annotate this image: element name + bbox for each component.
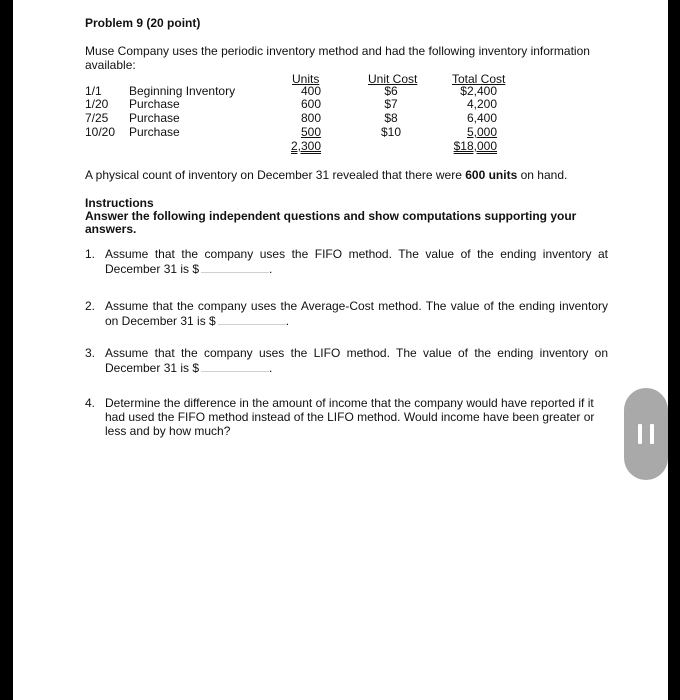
row-date: 1/20 bbox=[85, 97, 109, 111]
problem-title: Problem 9 (20 point) bbox=[85, 16, 201, 30]
count-units-bold: 600 units bbox=[465, 168, 518, 182]
physical-count-text bbox=[85, 168, 567, 182]
question-text: Assume that the company uses the Average-Cost method. The value of the ending inventory on December 31 is $ bbox=[105, 299, 608, 328]
answer-blank[interactable] bbox=[201, 360, 269, 372]
instructions-body: Answer the following independent questions and show computations supporting your answers. bbox=[85, 209, 577, 236]
row-units: 600 bbox=[300, 97, 321, 111]
question-4: Determine the difference in the amount of income that the company would have reported if it had used the FIFO method instead of the LIFO method. Would income have been greater or less and by how much? bbox=[105, 396, 595, 438]
row-date: 10/20 bbox=[85, 125, 116, 139]
drag-handle-icon bbox=[638, 424, 642, 444]
row-unit-cost: $8 bbox=[384, 111, 398, 125]
row-date: 7/25 bbox=[85, 111, 109, 125]
question-1: Assume that the company uses the FIFO method. The value of the ending inventory at December 31 is $ . bbox=[105, 247, 608, 276]
row-total-cost: 6,400 bbox=[466, 111, 497, 125]
total-units: 2,300 bbox=[290, 139, 321, 153]
row-description: Purchase bbox=[129, 125, 180, 139]
row-total-cost: 5,000 bbox=[466, 125, 497, 139]
question-2: Assume that the company uses the Average-Cost method. The value of the ending inventory on December 31 is $ . bbox=[105, 299, 608, 328]
row-date: 1/1 bbox=[85, 84, 102, 98]
header-unit-cost: Unit Cost bbox=[368, 72, 418, 86]
header-total-cost: Total Cost bbox=[452, 72, 506, 86]
row-description: Beginning Inventory bbox=[129, 84, 236, 98]
row-units: 800 bbox=[300, 111, 321, 125]
instructions-heading: Instructions bbox=[85, 196, 154, 210]
answer-blank[interactable] bbox=[201, 261, 269, 273]
row-unit-cost: $7 bbox=[384, 97, 398, 111]
question-number: 3. bbox=[85, 346, 96, 360]
header-units: Units bbox=[292, 72, 320, 86]
scroll-handle[interactable] bbox=[624, 388, 668, 480]
row-description: Purchase bbox=[129, 97, 180, 111]
count-text-after: on hand. bbox=[520, 168, 568, 182]
question-number: 2. bbox=[85, 299, 96, 313]
row-unit-cost: $10 bbox=[380, 125, 402, 139]
question-number: 4. bbox=[85, 396, 96, 410]
row-units: 500 bbox=[300, 125, 321, 139]
row-description: Purchase bbox=[129, 111, 180, 125]
document-page bbox=[13, 0, 668, 700]
drag-handle-icon bbox=[650, 424, 654, 444]
answer-blank[interactable] bbox=[218, 313, 286, 325]
row-total-cost: $2,400 bbox=[460, 84, 497, 98]
question-3: Assume that the company uses the LIFO method. The value of the ending inventory on December 31 is $ . bbox=[105, 346, 608, 375]
row-units: 400 bbox=[300, 84, 321, 98]
intro-text: Muse Company uses the periodic inventory method and had the following inventory information available: bbox=[85, 44, 590, 72]
count-text-before: A physical count of inventory on December 31 revealed that there were bbox=[85, 168, 462, 182]
question-text: Assume that the company uses the FIFO method. The value of the ending inventory at December 31 is $ bbox=[105, 247, 608, 276]
total-cost-sum: $18,000 bbox=[453, 139, 497, 153]
question-text: Assume that the company uses the LIFO method. The value of the ending inventory on December 31 is $ bbox=[105, 346, 608, 375]
row-total-cost: 4,200 bbox=[466, 97, 497, 111]
row-unit-cost: $6 bbox=[384, 84, 398, 98]
question-number: 1. bbox=[85, 247, 96, 261]
